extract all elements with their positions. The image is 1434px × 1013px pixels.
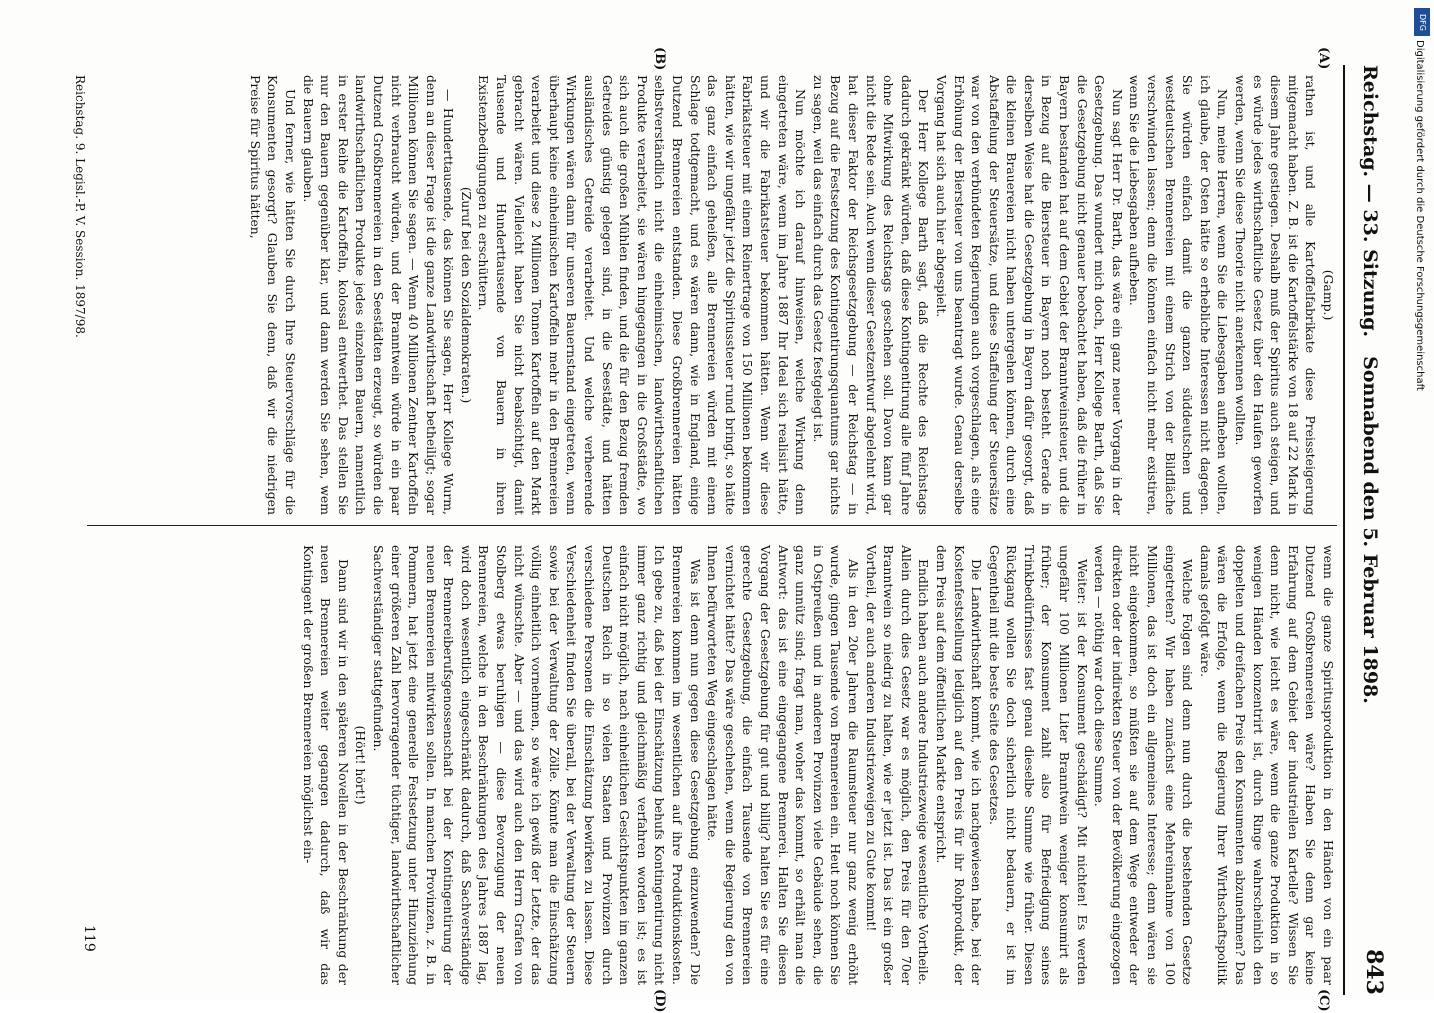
digitization-sidebar: [1410, 0, 1434, 1000]
header-date: Sonnabend den 5. Februar 1898.: [1359, 356, 1381, 704]
marker-c: (C): [1316, 989, 1331, 1012]
paragraph: Dann sind wir in den späteren Novellen in der Beschränkung der neuen Brennereien weiter gegangen dadurch, daß wir das Kontingent der großen Brennereien möglichst ein-: [300, 545, 351, 985]
paragraph: Endlich haben auch andere Industriezweige wesentliche Vortheile. Allein durch dies Gesetz war es möglich, den Preis für den 70er Branntwein so niedrig zu halten, wie er jetzt ist. Das ist ein großer Vortheil, der auch anderen Industriezweigen zu Gute kommt!: [863, 545, 932, 985]
funding-credit: Digitalisierung gefördert durch die Deutsche Forschungsgemeinschaft: [1414, 40, 1425, 391]
marker-b: (B): [652, 47, 667, 71]
paragraph: Weiter: ist der Konsument geschädigt? Mit nichten! Es werden ungefähr 100 Millionen Liter Branntwein weniger konsumirt als früher; der Konsument zahlt also für Befriedigung seines Trinkbedürfnisses fast genau dieselbe Summe wie früher. Diesen Rückgang wollen Sie doch sicherlich nicht bedauern, er ist im Gegentheil mit die beste Seite des Gesetzes.: [986, 545, 1090, 985]
speaker-tag: (Gamp.): [1321, 269, 1336, 321]
marker-a: (A): [1316, 47, 1331, 70]
interjection: (Hört! hört!): [353, 725, 369, 805]
paragraph: rathen ist, und alle Kartoffelfabrikate diese Preissteigerung mitgemacht haben. Z. B. ist die Kartoffelstärke von 18 auf 22 Mark in diesem Jahre gestiegen. Deshalb muß der Spiritus auch steigen, und es würde jedes wirthschaftliche Gesetz über den Haufen geworfen werden, wenn Sie diese Theorie nicht anerkennen wollten.: [1233, 75, 1319, 515]
dfg-logo: DFG: [1414, 8, 1430, 36]
paragraph: Der Herr Kollege Barth sagt, daß die Rechte des Reichstags dadurch gekränkt würden, daß diese Kontingentirung alle fünf Jahre ohne Mitwirkung des Reichstags geschehen soll. Davon kann gar nicht die Rede sein. Auch wenn dieser Gesetzentwurf abgelehnt wird, hat dieser Faktor der Reichsgesetzgebung — der Reichstag — in Bezug auf die Festsetzung des Kontingentirungsquantums gar nichts zu sagen, weil das einfach durch das Gesetz festgelegt ist.: [810, 75, 932, 515]
paragraph: Als in den 20er Jahren die Raumsteuer nur ganz wenig erhöht wurde, gingen Tausende von Brennereien ein. Heut noch können Sie in Ostpreußen und in anderen Provinzen viele Gebäude sehen, die ganz unnütz sind; fragt man, woher das kommt, so erhält man die Antwort: das ist eine eingegangene Brennerei. Halten Sie diesen Vorgang der Gesetzgebung für gut und billig? halten Sie es für eine gerechte Gesetzgebung, die einfach Tausende von Brennereien vernichtet hätte? Das wäre geschehen, wenn die Regierung den von Ihnen befürworteten Weg eingeschlagen hätte.: [705, 545, 861, 985]
right-column: [97, 545, 1337, 985]
header-left: Reichstag. — 33. Sitzung.: [1359, 65, 1381, 338]
header-rule: [1343, 65, 1345, 995]
page-number: 843: [1361, 949, 1387, 995]
interjection: (Zuruf bei den Sozialdemokraten.): [458, 186, 474, 404]
paragraph: Was ist denn nun gegen diese Gesetzgebung einzuwenden? Die Brennereien kommen im wesentlichen auf ihre Produktionskosten. Ich gebe zu, daß bei der Einschätzung behufs Kontingentirung nicht immer ganz richtig und gleichmäßig verfahren worden ist; es ist einfach nicht möglich, nach einheitlichen Gesichtspunkten im ganzen Deutschen Reich in so vielen Staaten und Provinzen durch verschiedene Personen die Einschätzung bewirken zu lassen. Diese Verschiedenheit finden Sie überall, bei der Verwaltung der Steuern sowie bei der Verwaltung der Zölle. Könnte man die Einschätzung völlig einheitlich vornehmen, so wäre ich gewiß der Letzte, der das nicht wünschte. Aber — und das wird auch den Herrn Grafen von Stolberg etwas beruhigen — diese Bevorzugung der neuen Brennereien, welche in den Beschränkungen des Jahres 1887 lag, wird doch wesentlich eingeschränkt dadurch, daß Sachverständige der Brennereiberufsgenossenschaft bei der Kontingentirung der neuen Brennereien mitwirken sollen. In manchen Provinzen, z. B. in Pommern, hat jetzt eine generelle Festsetzung unter Hinzuziehung einer größeren Zahl hervorragender tüchtiger, landwirthschaftlicher Sachverständiger stattgefunden.: [370, 545, 703, 985]
footer-session: Reichstag. 9. Legisl.-P. V. Session. 1897/98.: [73, 75, 87, 338]
paragraph: — Hunderttausende, das können Sie sagen, Herr Kollege Wurm, denn an dieser Frage ist die ganze Landwirthschaft betheiligt; sogar Millionen können Sie sagen. — Wenn 40 Millionen Zentner Kartoffeln nicht verbraucht würden, und der Branntwein würde in ein paar Dutzend Großbrennereien in den Seestädten erzeugt, so würden die landwirthschaftlichen Produkte jedes einzelnen Bauern, namentlich in erster Reihe die Kartoffeln, kolossal entwerthet. Das stellen Sie nur den Bauern gegenüber klar, und dann werden Sie sehen, wem die Bauern glauben.: [300, 75, 457, 515]
column-divider: [87, 525, 1337, 526]
paragraph: Nun möchte ich darauf hinweisen, welche Wirkung denn eingetreten wäre, wenn im Jahre 1887 Ihr Ideal sich realisirt hätte, und wir die Fabrikatsteuer bekommen hätten. Wenn wir diese Fabrikatsteuer mit einem Reinertrage von 150 Millionen bekommen hätten, wie wir ungefähr jetzt die Spiritussteuer rund bringt, so hätte das ganz einfach geheißen, alle Brennereien würden mit einem Schlage todtgemacht, und es wären dann, wie in England, einige Dutzend Brennereien entstanden. Diese Großbrennereien hätten selbstverständlich nicht die einheimischen, landwirthschaftlichen Produkte verarbeitet, sie wären hingegangen in die Großstädte, wo sich auch die großen Mühlen finden, und die für den Bezug fremden Getreides günstig gelegen sind, in die Seestädte, und hätten ausländisches Getreide verarbeitet. Und welche verheerende Wirkungen wären dann für unseren Bauernstand eingetreten, wenn überhaupt keine einheimischen Kartoffeln mehr in den Brennereien verarbeitet und diese 2 Millionen Tonnen Kartoffeln auf den Markt gebracht wären. Vielleicht haben Sie nicht beabsichtigt, damit Tausende und Hunderttausende von Bauern in ihren Existenzbedingungen zu erschüttern.: [476, 75, 809, 515]
paragraph: Nun, meine Herren, wenn Sie die Liebesgaben aufheben wollten, ich glaube, der Osten hätte so erhebliche Interessen nicht dagegen. Sie würden einfach damit die ganzen süddeutschen und westdeutschen Brennereien mit einem Strich von der Bildfläche verschwinden lassen; denn die können einfach nicht mehr existiren, wenn Sie die Liebesgaben aufheben.: [1127, 75, 1231, 515]
marker-d: (D): [652, 989, 667, 1013]
paragraph: Nun sagt Herr Dr. Barth, das wäre ein ganz neuer Vorgang in der Gesetzgebung. Das wundert mich doch, Herr Kollege Barth, daß Sie die Gesetzgebung nicht genauer beobachtet haben, daß die früher in Bayern bestanden hat auf dem Gebiet der Branntweinsteuer, und die in Bezug auf die Biersteuer in Bayern noch besteht. Gerade in derselben Weise hat die Gesetzgebung in Bayern dafür gesorgt, daß die kleinen Brauereien nicht haben untergehen können, durch eine Abstaffelung der Steuersätze, und diese Staffelung der Steuersätze war von den verbündeten Regierungen auch vorgeschlagen, als eine Erhöhung der Biersteuer von uns beantragt wurde. Genau derselbe Vorgang hat sich auch hier abgespielt.: [933, 75, 1125, 515]
page-header: [1347, 65, 1387, 995]
paragraph: Welche Folgen sind denn nun durch die bestehenden Gesetze eingetreten? Wir haben zunächst eine Mehreinnahme von 100 Millionen, das ist doch ein allgemeines Interesse; denn wären sie nicht eingekommen, so müßten sie auf dem Wege entweder der direkten oder der indirekten Steuer von der Bevölkerung eingezogen werden — nöthig war doch diese Summe.: [1092, 545, 1196, 985]
paragraph: Die Landwirthschaft kommt, wie ich nachgewiesen habe, bei der Kostenfeststellung lediglich auf den Preis für ihr Rohprodukt, der dem Preis auf dem öffentlichen Markte entspricht.: [933, 545, 985, 985]
paragraph: wenn die ganze Spiritusproduktion in den Händen von ein paar Dutzend Großbrennereien wäre? Haben Sie denn gar keine Erfahrung auf dem Gebiet der industriellen Kartelle? Wissen Sie denn nicht, wie leicht es wäre, wenn die ganze Produktion in so wenigen Händen konzentrirt ist, durch Ringe wahrscheinlich den doppelten und dreifachen Preis den Konsumenten abzunehmen? Das wären die Erfolge, wenn die Regierung Ihrer Wirthschaftspolitik damals gefolgt wäre.: [1197, 545, 1336, 985]
footer-page-seq: 119: [81, 925, 97, 952]
document-page: [37, 45, 1387, 1013]
left-column: [97, 75, 1337, 515]
paragraph: Und ferner, wie hätten Sie durch Ihre Steuervorschläge für die Konsumenten gesorgt? Glauben Sie denn, daß wir die niedrigen Preise für Spiritus hätten,: [247, 75, 298, 515]
